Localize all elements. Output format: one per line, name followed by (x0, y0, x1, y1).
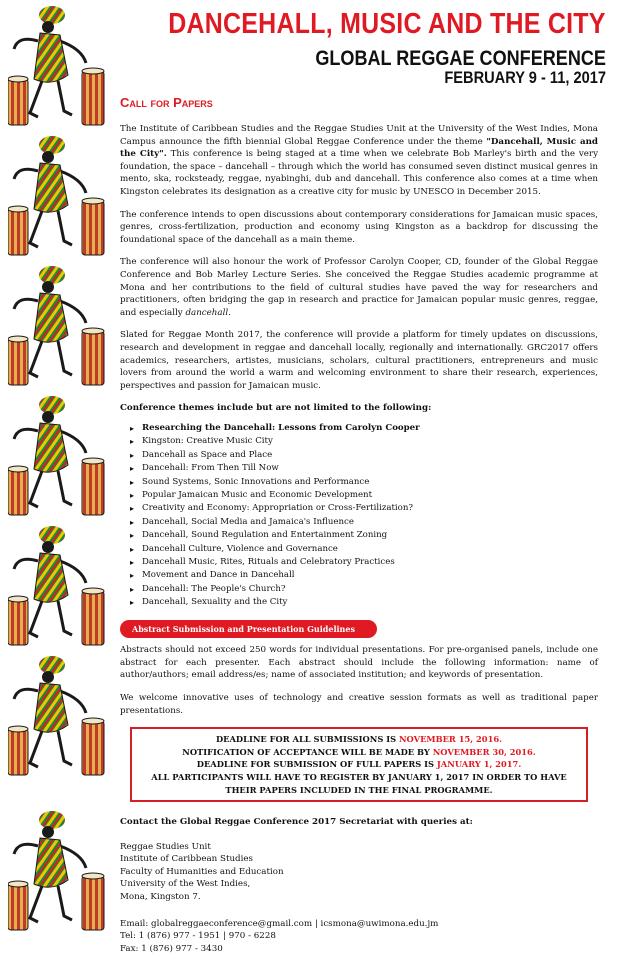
list-item: ▸ Dancehall, Sexuality and the City (120, 596, 598, 609)
address-line: Faculty of Humanities and Education (120, 866, 284, 877)
intro-text: The conference will also honour the work of Professor Carolyn Cooper, CD, founder of the Global Reggae Conference and Bob Marley Lecture Series. She conceived the Reggae Studies academic programme at Mona and her contributions to the field of cultural studies have paved the way for researchers and practitioners, often bridging the gap in research and practice for Jamaican popular music genres, reggae, and especially (120, 257, 598, 318)
dancer-with-drums-figure (8, 135, 108, 260)
guidelines-banner: Abstract Submission and Presentation Guidelines (120, 620, 377, 639)
contact-address (120, 841, 598, 904)
contact-email: Email: globalreggaeconference@gmail.com | icsmona@uwimona.edu.jm (120, 918, 439, 929)
list-item: ▸ Creativity and Economy: Appropriation or Cross-Fertilization? (120, 502, 598, 515)
intro-paragraph-1 (120, 123, 598, 199)
dancer-with-drums-figure (8, 525, 108, 650)
contact-phone: Tel: 1 (876) 977 - 1951 | 970 - 6228 (120, 931, 276, 942)
deadlines-box (130, 727, 588, 802)
call-for-papers-heading: Call for Papers (120, 95, 213, 110)
intro-text: The Institute of Caribbean Studies and the Reggae Studies Unit at the University of the West Indies, Mona Campus announce the fifth biennial Global Reggae Conference under the theme (120, 124, 598, 147)
dancer-with-drums-figure (8, 395, 108, 520)
deadline-line (138, 733, 580, 746)
guidelines-paragraph-1: Abstracts should not exceed 250 words for individual presentations. For pre-organised panels, include one abstract for each presenter. Each abstract should include the following information: name of author/authors; email address/es; name of associated institution; and keywords of presentation. (120, 645, 598, 681)
list-item: ▸ Kingston: Creative Music City (120, 435, 598, 448)
list-item: ▸ Dancehall: The People's Church? (120, 583, 598, 596)
themes-heading: Conference themes include but are not limited to the following: (120, 403, 432, 414)
dancer-with-drums-figure (8, 655, 108, 780)
guidelines-paragraph-2: We welcome innovative uses of technology and creative session formats as well as traditional paper presentations. (120, 692, 598, 716)
registration-notice: ALL PARTICIPANTS WILL HAVE TO REGISTER BY JANUARY 1, 2017 IN ORDER TO HAVE THEIR PAPERS INCLUDED IN THE FINAL PROGRAMME. (151, 771, 567, 795)
intro-paragraph-4: Slated for Reggae Month 2017, the conference will provide a platform for timely updates on discussions, research and development in reggae and dancehall locally, regionally and internationally. GRC2017 offers academics, researchers, artistes, musicians, scholars, cultural practitioners, entrepreneurs and music lovers from around the world a warm and welcoming environment to share their research, experiences, perspectives and passion for Jamaican music. (120, 330, 598, 391)
intro-paragraph-2: The conference intends to open discussions about contemporary considerations for Jamaican music spaces, genres, cross-fertilization, production and economy using Kingston as a backdrop for discussing the foundational space of the dancehall as a main theme. (120, 209, 598, 245)
conference-name: GLOBAL REGGAE CONFERENCE (315, 47, 606, 70)
page-title: DANCEHALL, MUSIC AND THE CITY (168, 8, 606, 40)
address-line: Mona, Kingston 7. (120, 892, 201, 903)
main-content (120, 123, 598, 955)
deadline-label: DEADLINE FOR SUBMISSION OF FULL PAPERS IS (196, 759, 437, 770)
deadline-date: NOVEMBER 15, 2016. (398, 734, 503, 745)
dancer-with-drums-figure (8, 810, 108, 935)
deadline-date: JANUARY 1, 2017. (436, 759, 522, 770)
deadline-label: DEADLINE FOR ALL SUBMISSIONS IS (215, 734, 399, 745)
contact-fax: Fax: 1 (876) 977 - 3430 (120, 943, 223, 954)
list-item: ▸ Dancehall, Social Media and Jamaica's Influence (120, 516, 598, 529)
dancer-with-drums-figure (8, 265, 108, 390)
themes-list (120, 422, 598, 610)
deadline-line (138, 758, 580, 771)
intro-text: This conference is being staged at a time when we celebrate Bob Marley's birth and the very foundation, the space – dancehall – through which the world has consumed seven distinct musical genres in mento, ska, rocksteady, reggae, nyabinghi, dub and dancehall. This conference also comes at a time when Kingston celebrates its designation as a creative city for music by UNESCO in December 2015. (120, 149, 598, 197)
conference-dates: FEBRUARY 9 - 11, 2017 (444, 68, 606, 87)
list-item: ▸ Sound Systems, Sonic Innovations and Performance (120, 476, 598, 489)
deadline-date: NOVEMBER 30, 2016. (432, 746, 536, 757)
intro-paragraph-3 (120, 256, 598, 319)
address-line: Institute of Caribbean Studies (120, 854, 253, 865)
list-item: ▸ Dancehall as Space and Place (120, 449, 598, 462)
list-item: ▸ Movement and Dance in Dancehall (120, 569, 598, 582)
theme-name: "Dancehall, Music and the City". (120, 136, 598, 160)
contact-details (120, 918, 598, 956)
list-item: ▸ Researching the Dancehall: Lessons from Carolyn Cooper (120, 422, 598, 435)
list-item: ▸ Dancehall, Sound Regulation and Entertainment Zoning (120, 529, 598, 542)
decorative-figure-column (0, 0, 112, 960)
list-item: ▸ Dancehall: From Then Till Now (120, 462, 598, 475)
emphasis-text: dancehall. (185, 307, 231, 318)
contact-heading: Contact the Global Reggae Conference 2017 Secretariat with queries at: (120, 817, 473, 828)
list-item: ▸ Dancehall Culture, Violence and Governance (120, 543, 598, 556)
address-line: University of the West Indies, (120, 879, 251, 890)
list-item: ▸ Dancehall Music, Rites, Rituals and Celebratory Practices (120, 556, 598, 569)
address-line: Reggae Studies Unit (120, 841, 211, 852)
dancer-with-drums-figure (8, 5, 108, 130)
deadline-line (138, 746, 580, 759)
list-item: ▸ Popular Jamaican Music and Economic Development (120, 489, 598, 502)
deadline-label: NOTIFICATION OF ACCEPTANCE WILL BE MADE BY (182, 746, 433, 757)
